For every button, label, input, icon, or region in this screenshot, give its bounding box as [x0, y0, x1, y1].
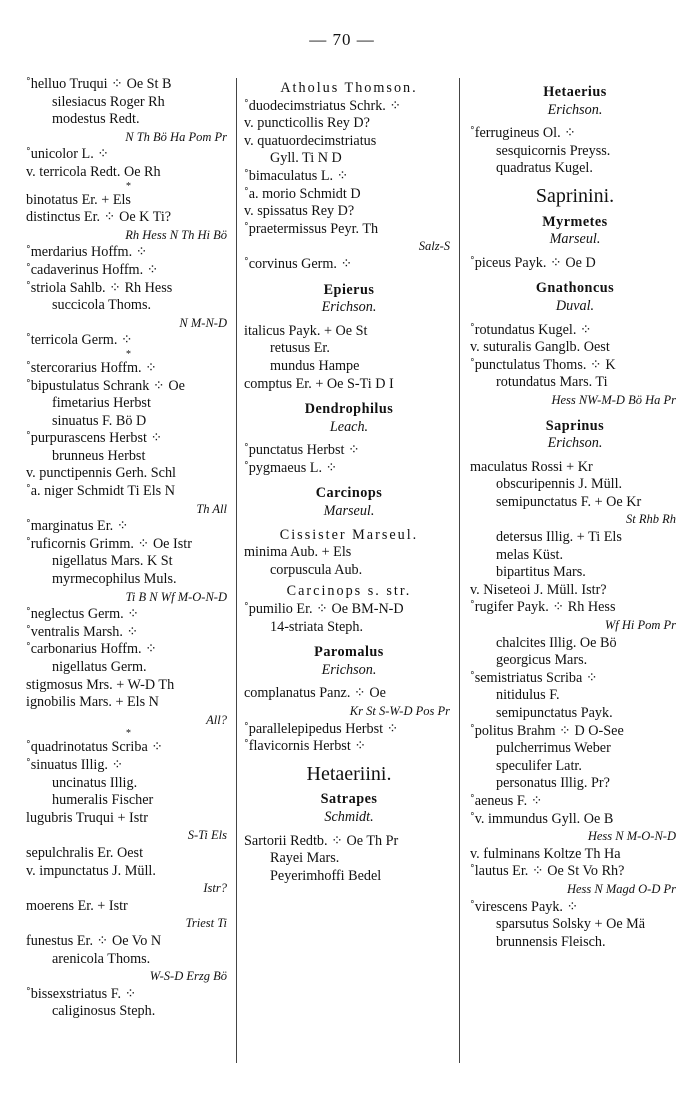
species-entry: distinctus Er. ⁘ Oe K Ti? — [26, 209, 172, 226]
species-entry: myrmecophilus Muls. — [52, 571, 177, 588]
species-entry: ˚praetermissus Peyr. Th — [244, 220, 379, 237]
species-entry: semipunctatus Payk. — [496, 705, 613, 721]
species-entry: v. puncticollis Rey D? — [244, 115, 370, 132]
species-entry: binotatus Er. + Els — [26, 191, 131, 208]
authority-line: Erichson. — [547, 435, 603, 452]
species-entry: minima Aub. + Els — [244, 544, 352, 561]
species-entry: comptus Er. + Oe S-Ti D I — [244, 375, 394, 392]
tribe-heading: Saprinini. — [535, 184, 615, 207]
species-entry: ˚rotundatus Kugel. ⁘ — [470, 321, 592, 338]
tribe-heading: Hetaeriini. — [306, 762, 392, 785]
species-entry: ˚striola Sahlb. ⁘ Rh Hess — [26, 279, 173, 296]
species-entry: uncinatus Illig. — [52, 774, 138, 791]
genus-heading: Saprinus — [545, 417, 605, 434]
subgenus-heading: Cissister Marseul. — [279, 526, 419, 543]
species-entry: v. terricola Redt. Oe Rh — [26, 163, 161, 180]
species-entry: Salz-S — [418, 239, 450, 254]
species-entry: ˚bissexstriatus F. ⁘ — [26, 985, 137, 1002]
genus-heading: Myrmetes — [542, 213, 608, 230]
species-entry: ˚carbonarius Hoffm. ⁘ — [26, 641, 157, 658]
column-1 — [26, 76, 231, 1021]
species-entry: v. punctipennis Gerh. Schl — [26, 465, 176, 482]
authority-line: Duval. — [555, 297, 595, 314]
species-entry: complanatus Panz. ⁘ Oe — [244, 685, 386, 702]
species-entry: ˚v. immundus Gyll. Oe B — [470, 810, 614, 827]
species-entry: succicola Thoms. — [52, 297, 152, 314]
species-entry: ˚lautus Er. ⁘ Oe St Vo Rh? — [470, 863, 625, 880]
species-entry: nigellatus Germ. — [52, 659, 147, 675]
species-entry: nigellatus Mars. K St — [52, 553, 173, 570]
species-entry: N Th Bö Ha Pom Pr — [125, 129, 227, 144]
species-entry: melas Küst. — [496, 546, 563, 563]
species-entry: lugubris Truqui + Istr — [26, 809, 148, 826]
column-divider — [459, 78, 460, 1063]
species-entry: v. impunctatus J. Müll. — [26, 862, 156, 879]
species-entry: N M-N-D — [179, 315, 227, 330]
species-entry: georgicus Mars. — [496, 652, 588, 669]
species-entry: 14-striata Steph. — [270, 618, 363, 635]
species-entry: ˚bipustulatus Schrank ⁘ Oe — [26, 377, 185, 394]
genus-heading: Satrapes — [320, 791, 378, 808]
authority-line: Marseul. — [323, 503, 375, 520]
species-entry: v. spissatus Rey D? — [244, 203, 355, 220]
separator-asterisk: * — [126, 728, 131, 740]
column-divider — [236, 78, 237, 1063]
species-entry: ˚marginatus Er. ⁘ — [26, 518, 129, 535]
subgenus-heading: Carcinops s. str. — [286, 583, 412, 600]
species-entry: ˚ferrugineus Ol. ⁘ — [470, 125, 577, 142]
species-entry: ˚ruficornis Grimm. ⁘ Oe Istr — [26, 535, 192, 552]
species-entry: Rh Hess N Th Hi Bö — [125, 227, 227, 242]
species-entry: Th All — [196, 501, 227, 516]
species-entry: ˚quadrinotatus Scriba ⁘ — [26, 739, 164, 756]
species-entry: ˚stercorarius Hoffm. ⁘ — [26, 359, 157, 376]
species-entry: ˚sinuatus Illig. ⁘ — [26, 756, 124, 773]
species-entry: All? — [206, 712, 227, 727]
species-entry: ˚semistriatus Scriba ⁘ — [470, 669, 598, 686]
species-entry: ˚virescens Payk. ⁘ — [470, 898, 579, 915]
species-entry: rotundatus Mars. Ti — [496, 374, 608, 391]
species-entry: ˚merdarius Hoffm. ⁘ — [26, 244, 148, 261]
species-entry: ˚piceus Payk. ⁘ Oe D — [470, 254, 596, 271]
species-entry: Peyerimhoffi Bedel — [270, 867, 382, 884]
species-entry: obscuripennis J. Müll. — [496, 476, 623, 493]
column-2 — [244, 76, 454, 885]
species-entry: bipartitus Mars. — [496, 564, 586, 581]
species-entry: Istr? — [203, 881, 227, 896]
species-entry: sparsutus Solsky + Oe Mä — [496, 916, 646, 933]
species-entry: sepulchralis Er. Oest — [26, 844, 144, 861]
species-entry: speculifer Latr. — [496, 757, 582, 774]
species-entry: personatus Illig. Pr? — [496, 775, 610, 792]
species-entry: ˚terricola Germ. ⁘ — [26, 332, 133, 349]
species-entry: funestus Er. ⁘ Oe Vo N — [26, 932, 162, 949]
species-entry: Rayei Mars. — [270, 850, 340, 867]
species-entry: Kr St S-W-D Pos Pr — [349, 704, 450, 718]
species-entry: arenicola Thoms. — [52, 950, 151, 967]
species-entry: sesquicornis Preyss. — [496, 142, 611, 159]
species-entry: ˚pygmaeus L. ⁘ — [244, 459, 338, 476]
species-entry: ˚punctatus Herbst ⁘ — [244, 442, 360, 459]
genus-heading: Dendrophilus — [304, 401, 394, 418]
authority-line: Erichson. — [321, 661, 377, 678]
species-entry: humeralis Fischer — [52, 792, 154, 809]
species-entry: ˚politus Brahm ⁘ D O-See — [470, 722, 624, 739]
species-entry: ˚unicolor L. ⁘ — [26, 146, 110, 163]
species-entry: silesiacus Roger Rh — [52, 93, 165, 110]
species-entry: ˚flavicornis Herbst ⁘ — [244, 738, 367, 755]
species-entry: caliginosus Steph. — [52, 1003, 156, 1020]
authority-line: Leach. — [329, 418, 369, 435]
authority-line: Erichson. — [547, 101, 603, 118]
species-entry: nitidulus F. — [496, 687, 560, 704]
species-entry: brunnensis Fleisch. — [496, 933, 606, 950]
species-entry: ˚parallelepipedus Herbst ⁘ — [244, 720, 399, 737]
species-entry: v. quatuordecimstriatus — [244, 132, 377, 149]
authority-line: Schmidt. — [324, 808, 374, 825]
species-entry: ˚punctulatus Thoms. ⁘ K — [470, 356, 616, 373]
species-entry: moerens Er. + Istr — [26, 897, 128, 914]
species-entry: quadratus Kugel. — [496, 160, 593, 177]
species-entry: ˚pumilio Er. ⁘ Oe BM-N-D — [244, 601, 404, 618]
genus-heading: Hetaerius — [543, 84, 607, 100]
species-entry: sinuatus F. Bö D — [52, 412, 147, 429]
species-entry: ˚cadaverinus Hoffm. ⁘ — [26, 261, 159, 278]
species-entry: ignobilis Mars. + Els N — [26, 694, 159, 711]
species-entry: ˚aeneus F. ⁘ — [470, 792, 543, 809]
species-entry: maculatus Rossi + Kr — [470, 458, 593, 475]
species-entry: ˚duodecimstriatus Schrk. ⁘ — [244, 97, 402, 114]
species-entry: ˚a. morio Schmidt D — [244, 185, 361, 202]
page-number: — 70 — — [309, 30, 375, 49]
species-entry: ˚corvinus Germ. ⁘ — [244, 255, 353, 272]
species-entry: modestus Redt. — [52, 111, 140, 128]
species-entry: W-S-D Erzg Bö — [149, 969, 227, 984]
species-entry: detersus Illig. + Ti Els — [496, 529, 622, 546]
species-entry: Ti B N Wf M-O-N-D — [125, 589, 227, 604]
authority-line: Marseul. — [549, 231, 601, 248]
species-entry: ˚helluo Truqui ⁘ Oe St B — [26, 76, 172, 92]
genus-heading: Carcinops — [315, 485, 383, 502]
species-entry: St Rhb Rh — [626, 512, 676, 527]
species-entry: ˚a. niger Schmidt Ti Els N — [26, 483, 175, 500]
species-entry: chalcites Illig. Oe Bö — [496, 634, 617, 651]
column-3 — [470, 76, 680, 951]
species-entry: Sartorii Redtb. ⁘ Oe Th Pr — [244, 832, 399, 849]
species-entry: brunneus Herbst — [52, 447, 146, 464]
genus-heading: Gnathoncus — [535, 280, 615, 297]
authority-line: Erichson. — [321, 299, 377, 316]
species-entry: ˚rugifer Payk. ⁘ Rh Hess — [470, 599, 616, 616]
species-entry: v. fulminans Koltze Th Ha — [470, 845, 621, 862]
species-entry: v. suturalis Ganglb. Oest — [470, 339, 610, 356]
species-entry: pulcherrimus Weber — [496, 740, 611, 757]
species-entry: retusus Er. — [270, 340, 330, 357]
species-entry: Triest Ti — [185, 916, 227, 931]
subgenus-heading: Atholus Thomson. — [280, 80, 418, 96]
species-entry: Wf Hi Pom Pr — [604, 618, 676, 633]
species-entry: corpuscula Aub. — [270, 561, 363, 578]
genus-heading: Epierus — [323, 281, 375, 298]
species-entry: ˚bimaculatus L. ⁘ — [244, 167, 349, 184]
species-entry: stigmosus Mrs. + W-D Th — [26, 676, 175, 693]
species-entry: Hess N M-O-N-D — [587, 829, 676, 844]
species-entry: S-Ti Els — [187, 828, 227, 843]
separator-asterisk: * — [126, 180, 131, 192]
species-entry: Hess NW-M-D Bö Ha Pr — [551, 392, 676, 407]
species-entry: ˚ventralis Marsh. ⁘ — [26, 623, 139, 640]
species-entry: ˚purpurascens Herbst ⁘ — [26, 430, 163, 447]
species-entry: italicus Payk. + Oe St — [244, 322, 368, 339]
species-entry: ˚neglectus Germ. ⁘ — [26, 606, 140, 623]
separator-asterisk: * — [126, 348, 131, 360]
species-entry: Gyll. Ti N D — [270, 150, 342, 167]
species-entry: Hess N Magd O-D Pr — [566, 881, 676, 896]
species-entry: semipunctatus F. + Oe Kr — [496, 493, 642, 510]
species-entry: fimetarius Herbst — [52, 395, 151, 412]
species-entry: v. Niseteoi J. Müll. Istr? — [470, 581, 607, 598]
genus-heading: Paromalus — [314, 644, 384, 661]
species-entry: mundus Hampe — [270, 357, 360, 374]
